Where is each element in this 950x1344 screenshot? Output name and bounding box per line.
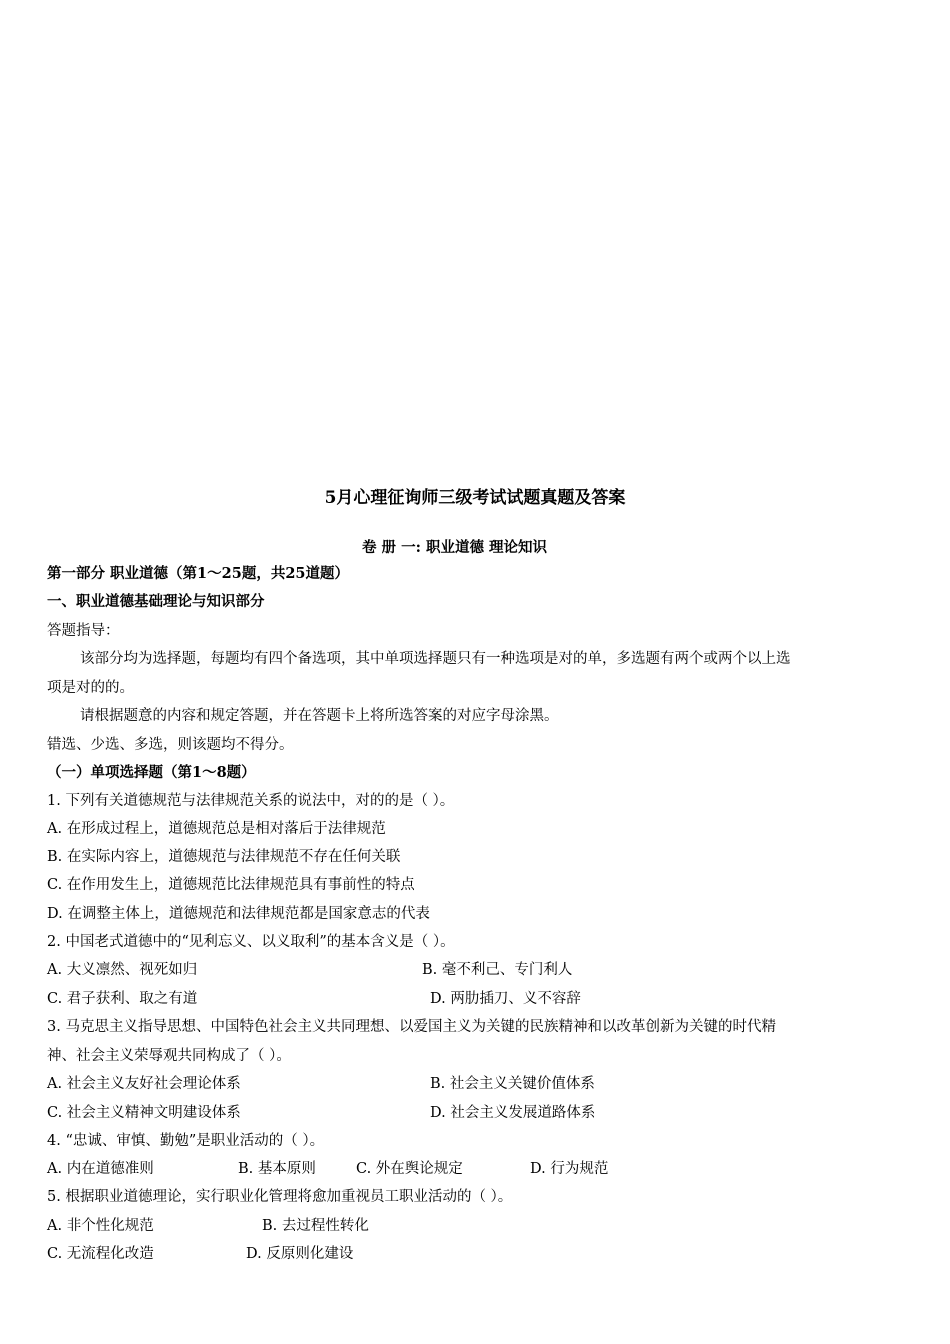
question-3-stem-line-1: 3. 马克思主义指导思想、中国特色社会主义共同理想、以爱国主义为关键的民族精神和以改革创新为关键的时代精 bbox=[47, 1019, 776, 1035]
guide-paragraph-3: 错选、少选、多选，则该题均不得分。 bbox=[47, 737, 294, 753]
question-4-option-c: C. 外在舆论规定 bbox=[356, 1161, 463, 1177]
question-2-stem: 2. 中国老式道德中的“见利忘义、以义取利”的基本含义是（ ）。 bbox=[47, 934, 455, 950]
question-5-option-c: C. 无流程化改造 bbox=[47, 1246, 154, 1262]
subsection-heading: （一）单项选择题（第1～8题） bbox=[47, 764, 256, 781]
question-1-option-a: A. 在形成过程上，道德规范总是相对落后于法律规范 bbox=[47, 821, 386, 837]
question-1-option-d: D. 在调整主体上，道德规范和法律规范都是国家意志的代表 bbox=[47, 906, 430, 922]
question-1-stem: 1. 下列有关道德规范与法律规范关系的说法中，对的的是（ ）。 bbox=[47, 793, 455, 809]
section-heading: 一、职业道德基础理论与知识部分 bbox=[47, 593, 265, 610]
question-4-option-d: D. 行为规范 bbox=[530, 1161, 609, 1177]
question-3-option-a: A. 社会主义友好社会理论体系 bbox=[47, 1076, 241, 1092]
volume-heading: 卷 册 一: 职业道德 理论知识 bbox=[362, 539, 548, 556]
guide-paragraph-2: 请根据题意的内容和规定答题，并在答题卡上将所选答案的对应字母涂黑。 bbox=[80, 708, 559, 724]
question-2-option-a: A. 大义凛然、视死如归 bbox=[47, 962, 198, 978]
question-2-option-c: C. 君子获利、取之有道 bbox=[47, 991, 198, 1007]
question-5-option-d: D. 反原则化建设 bbox=[246, 1246, 354, 1262]
question-3-option-d: D. 社会主义发展道路体系 bbox=[430, 1105, 596, 1121]
question-3-stem-line-2: 神、社会主义荣辱观共同构成了（ ）。 bbox=[47, 1048, 291, 1064]
question-1-option-b: B. 在实际内容上，道德规范与法律规范不存在任何关联 bbox=[47, 849, 401, 865]
document-title: 5月心理征询师三级考试试题真题及答案 bbox=[324, 488, 626, 508]
question-2-option-b: B. 毫不利己、专门利人 bbox=[422, 962, 573, 978]
question-4-option-a: A. 内在道德准则 bbox=[47, 1161, 154, 1177]
guide-paragraph-1-line-1: 该部分均为选择题，每题均有四个备选项，其中单项选择题只有一种选项是对的单，多选题有两个或两个以上选 bbox=[80, 651, 791, 667]
question-5-option-a: A. 非个性化规范 bbox=[47, 1218, 154, 1234]
question-1-option-c: C. 在作用发生上，道德规范比法律规范具有事前性的特点 bbox=[47, 877, 415, 893]
guide-paragraph-1-line-2: 项是对的的。 bbox=[47, 680, 134, 696]
question-5-stem: 5. 根据职业道德理论，实行职业化管理将愈加重视员工职业活动的（ ）。 bbox=[47, 1189, 513, 1205]
question-4-stem: 4. “忠诚、审慎、勤勉”是职业活动的（ ）。 bbox=[47, 1133, 325, 1149]
guide-label: 答题指导： bbox=[47, 623, 120, 639]
question-4-option-b: B. 基本原则 bbox=[238, 1161, 316, 1177]
question-3-option-b: B. 社会主义关键价值体系 bbox=[430, 1076, 595, 1092]
question-5-option-b: B. 去过程性转化 bbox=[262, 1218, 369, 1234]
question-3-option-c: C. 社会主义精神文明建设体系 bbox=[47, 1105, 241, 1121]
question-2-option-d: D. 两肋插刀、义不容辞 bbox=[430, 991, 581, 1007]
part-heading: 第一部分 职业道德（第1～25题，共25道题） bbox=[47, 565, 349, 582]
